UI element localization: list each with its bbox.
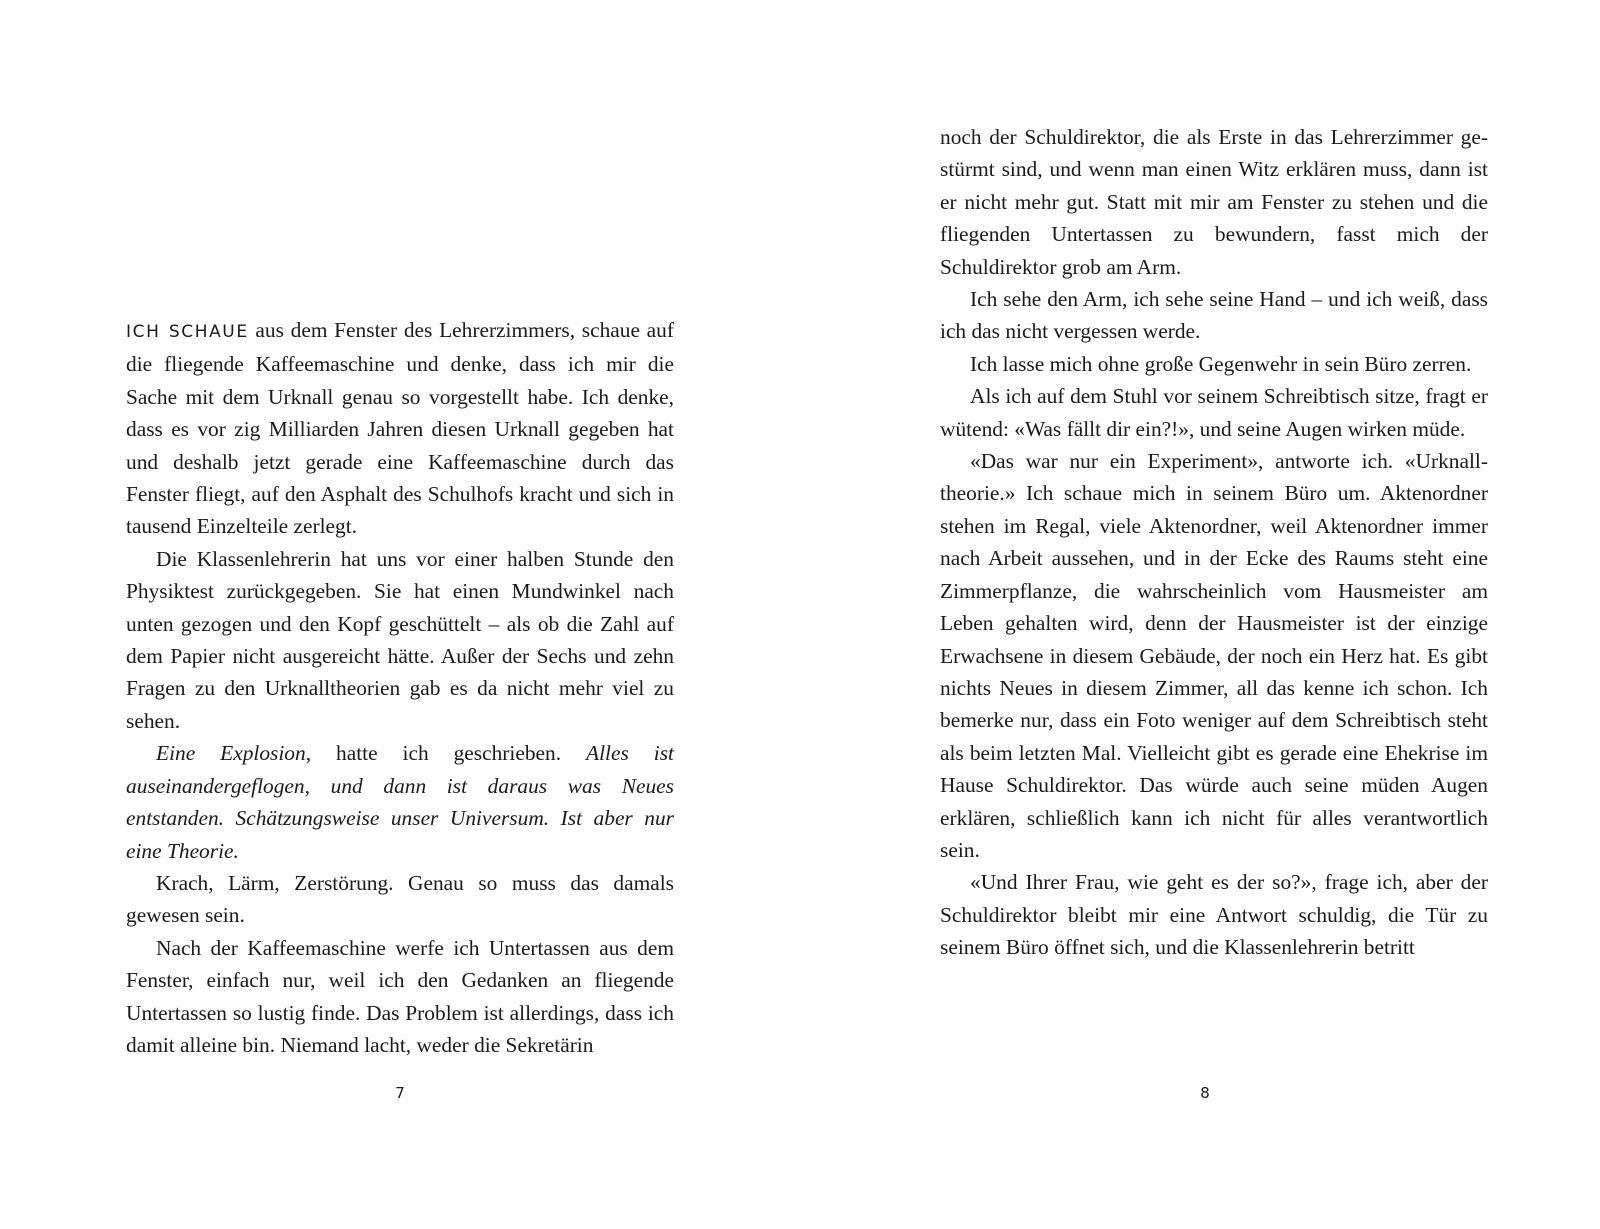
- right-page-text: [940, 121, 1488, 964]
- chapter-lead-in: ICH SCHAUE: [126, 322, 249, 342]
- italic-quote: Eine Explosion: [156, 741, 306, 766]
- right-page: [800, 0, 1600, 1229]
- paragraph: Nach der Kaffeemaschine werfe ich Untertassen aus dem Fenster, einfach nur, weil ich den Gedanken an fliegende Untertassen so lustig finde. Das Problem ist allerdings, dass ich damit alleine bin. Niemand lacht, weder die Sekretärin: [126, 935, 674, 1057]
- paragraph: [126, 314, 674, 543]
- paragraph: «Und Ihrer Frau, wie geht es der so?», frage ich, aber der Schuldirektor bleibt mir eine Antwort schuldig, die Tür zu seinem Büro öffnet sich, und die Klassenlehrerin betritt: [940, 870, 1488, 960]
- page-number: 7: [395, 1084, 405, 1102]
- page-number: 8: [1200, 1084, 1210, 1102]
- paragraph: noch der Schuldirektor, die als Erste in das Lehrerzimmer gestürmt sind, und wenn man einen Witz erklären muss, dann ist er nicht mehr gut. Statt mit mir am Fenster zu stehen und die fliegenden Untertassen zu bewundern, fasst mich der Schuldirektor grob am Arm.: [940, 125, 1488, 279]
- paragraph: Krach, Lärm, Zerstörung. Genau so muss das damals gewesen sein.: [126, 870, 674, 928]
- paragraph-text: , hatte ich geschrieben.: [305, 741, 587, 766]
- italic-quote: Alles ist auseinandergeflogen, und dann ist daraus was Neues entstanden. Schätzungsweise unser Universum. Ist aber nur eine Theorie.: [126, 741, 674, 863]
- paragraph-text: aus dem Fenster des Lehrerzimmers, schaue auf die fliegende Kaffeemaschine und denke, dass ich mir die Sache mit dem Urknall genau so vorgestellt habe. Ich denke, dass es vor zig Milliarden Jahren diesen Urknall gegeben hat und deshalb jetzt gerade eine Kaffeemaschine durch das Fenster fliegt, auf den Asphalt des Schulhofs kracht und sich in tausend Einzelteile zerlegt.: [126, 318, 674, 539]
- left-page-text: [126, 314, 674, 1061]
- paragraph: Ich sehe den Arm, ich sehe seine Hand – und ich weiß, dass ich das nicht vergessen werde.: [940, 287, 1488, 344]
- paragraph: Als ich auf dem Stuhl vor seinem Schreibtisch sitze, fragt er wütend: «Was fällt dir ein?!», und seine Augen wirken müde.: [940, 384, 1488, 441]
- paragraph: Die Klassenlehrerin hat uns vor einer halben Stunde den Physiktest zurückgegeben. Sie hat einen Mundwinkel nach unten gezogen und den Kopf geschüttelt – als ob die Zahl auf dem Papier nicht ausgereicht hätte. Außer der Sechs und zehn Fragen zu den Urknalltheorien gab es da nicht mehr viel zu sehen.: [126, 546, 674, 733]
- paragraph: [126, 737, 674, 867]
- paragraph: Ich lasse mich ohne große Gegenwehr in sein Büro zerren.: [970, 351, 1472, 376]
- paragraph: «Das war nur ein Experiment», antworte ich. «Urknalltheorie.» Ich schaue mich in seinem Büro um. Aktenordner stehen im Regal, viele Aktenordner, weil Aktenordner immer nach Arbeit aussehen, und in der Ecke des Raums steht eine Zimmerpflanze, die wahrscheinlich vom Hausmeister am Leben gehalten wird, denn der Hausmeister ist der einzige Erwachsene in diesem Gebäude, der noch ein Herz hat. Es gibt nichts Neues in diesem Zimmer, all das kenne ich schon. Ich bemerke nur, dass ein Foto weniger auf dem Schreibtisch steht als beim letzten Mal. Vielleicht gibt es gerade eine Ehekrise im Hause Schuldirektor. Das würde auch seine müden Augen erklären, schließlich kann ich nicht für alles verantwortlich sein.: [940, 449, 1488, 862]
